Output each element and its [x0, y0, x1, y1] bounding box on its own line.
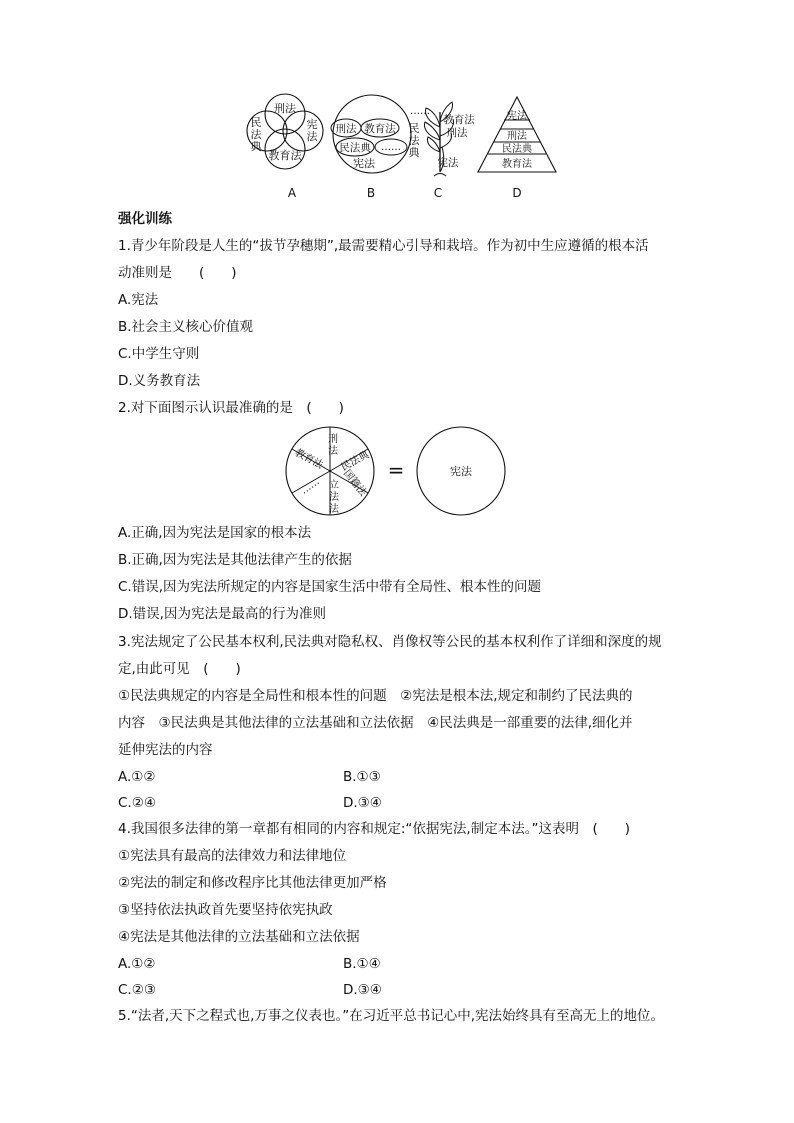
- q1-stem-line1: 1.青少年阶段是人生的“拔节孕穗期”,最需要精心引导和栽培。作为初中生应遵循的根本活: [118, 238, 649, 254]
- diagram-c-letter: C: [433, 186, 443, 200]
- q4-statement-3: ③坚持依法执政首先要坚持依宪执政: [118, 902, 333, 918]
- q4-statement-4: ④宪法是其他法律的立法基础和立法依据: [118, 929, 360, 945]
- diagram-d-level-xianfa: 宪法: [507, 111, 527, 122]
- diagram-b-label-dots: ……: [381, 142, 401, 153]
- diagram-c-label-xingfa: 刑法: [446, 127, 468, 139]
- q2-option-d: D.错误,因为宪法是最高的行为准则: [118, 606, 326, 622]
- q2-constitution-label: 宪法: [450, 465, 472, 478]
- diagram-c-label-minfadian: 民法典: [408, 122, 420, 159]
- q4-stem: 4.我国很多法律的第一章都有相同的内容和规定:“依据宪法,制定本法。”这表明 ( ): [118, 821, 630, 837]
- q4-statement-1: ①宪法具有最高的法律效力和法律地位: [118, 848, 347, 864]
- q3-option-d: D.③④: [343, 795, 382, 811]
- q3-option-b: B.①③: [343, 769, 381, 785]
- diagram-d: [478, 97, 556, 172]
- diagram-b-label-jiaoyufa: 教育法: [364, 123, 396, 135]
- pie-label-dots: ……: [298, 476, 322, 497]
- diagram-b: [331, 95, 411, 173]
- q4-option-b: B.①④: [343, 956, 381, 972]
- section-title: 强化训练: [118, 211, 172, 227]
- q3-statements-line3: 延伸宪法的内容: [118, 742, 213, 758]
- diagram-a-label-xingfa: 刑法: [274, 102, 296, 115]
- pie-label-jiaoyufa: 教育法: [292, 447, 325, 472]
- pie-label-guojifa: 国籍法: [341, 468, 369, 499]
- diagram-d-letter: D: [512, 186, 522, 200]
- diagram-d-level-jiaoyufa: 教育法: [502, 159, 532, 170]
- q1-option-c: C.中学生守则: [118, 346, 200, 362]
- q1-option-d: D.义务教育法: [118, 373, 201, 389]
- diagram-b-letter: B: [366, 186, 376, 200]
- q5-stem: 5.“法者,天下之程式也,万事之仪表也。”在习近平总书记心中,宪法始终具有至高无上的地位。: [118, 1008, 664, 1024]
- diagram-c-label-jiaoyufa: 教育法: [443, 114, 475, 126]
- pie-label-lifafa: 立法法: [329, 480, 339, 515]
- q3-option-c: C.②④: [118, 795, 156, 811]
- q1-stem-line2: 动准则是 ( ): [118, 265, 237, 281]
- diagram-c: [409, 102, 476, 176]
- q1-option-b: B.社会主义核心价值观: [118, 319, 254, 335]
- q2-pie-circle: [286, 427, 374, 515]
- q3-option-a: A.①②: [118, 769, 156, 785]
- q1-option-a: A.宪法: [118, 292, 159, 308]
- diagram-a-letter: A: [287, 186, 297, 200]
- q2-figure: [285, 424, 510, 519]
- q2-option-a: A.正确,因为宪法是国家的根本法: [118, 525, 312, 541]
- diagram-b-label-xingfa: 刑法: [335, 123, 357, 135]
- diagram-b-label-xianfa: 宪法: [353, 157, 375, 170]
- q2-stem: 2.对下面图示认识最准确的是 ( ): [118, 400, 344, 416]
- diagram-a-label-minfadian: 民法典: [250, 116, 262, 153]
- q4-statement-2: ②宪法的制定和修改程序比其他法律更加严格: [118, 875, 387, 891]
- diagram-c-dots: ……: [410, 106, 430, 117]
- diagram-d-level-minfadian: 民法典: [502, 144, 532, 155]
- law-relationship-figure: [240, 92, 570, 207]
- q3-statements-line2: 内容 ③民法典是其他法律的立法基础和立法依据 ④民法典是一部重要的法律,细化并: [118, 715, 633, 731]
- q4-option-c: C.②③: [118, 982, 156, 998]
- diagram-a-label-jiaoyufa: 教育法: [268, 149, 302, 162]
- q2-option-c: C.错误,因为宪法所规定的内容是国家生活中带有全局性、根本性的问题: [118, 579, 542, 595]
- pie-label-xingfa: 刑法: [328, 434, 338, 457]
- diagram-a-label-xianfa: 宪法: [306, 118, 318, 143]
- q3-stem-line1: 3.宪法规定了公民基本权利,民法典对隐私权、肖像权等公民的基本权利作了详细和深度的规: [118, 634, 662, 650]
- q2-option-b: B.正确,因为宪法是其他法律产生的依据: [118, 552, 352, 568]
- q3-statements-line1: ①民法典规定的内容是全局性和根本性的问题 ②宪法是根本法,规定和制约了民法典的: [118, 688, 633, 704]
- diagram-b-label-minfadian: 民法典: [339, 142, 371, 154]
- q4-option-d: D.③④: [343, 982, 382, 998]
- diagram-c-label-xianfa: 宪法: [437, 157, 459, 169]
- pie-label-minfadian: 民法典: [339, 449, 372, 474]
- q4-option-a: A.①②: [118, 956, 156, 972]
- q3-stem-line2: 定,由此可见 ( ): [118, 661, 241, 677]
- diagram-a: [247, 94, 323, 169]
- diagram-d-level-xingfa: 刑法: [507, 131, 527, 142]
- q2-equals-sign: =: [387, 458, 405, 482]
